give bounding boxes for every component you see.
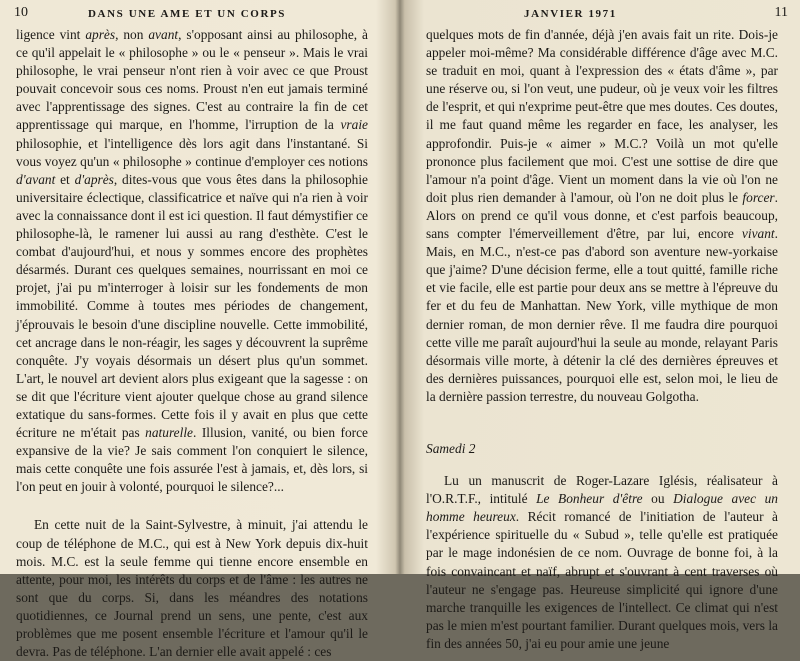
- italic-run: d'avant: [16, 171, 56, 187]
- right-page: [402, 0, 800, 651]
- paragraph: ligence vint après, non avant, s'opposant ainsi au philosophe, à ce qu'il appelait le « philosophe » ou le « penseur ». Mais le vrai philosophe, le vrai penseur n'ont rien à voir avec ce que Proust pouvait concevoir sous ces noms. Proust n'en eut jamais terminé avec l'apprentissage des signes. C'est au contraire la fin de cet apprentissage qui marque, en l'homme, l'irruption de la vraie philosophie, et l'intelligence dès lors agit dans l'instantané. Si vous voyez qu'un « philosophe » continue d'employer ces notions d'avant et d'après, dites-vous que vous êtes dans la philosophie universitaire éclectique, classificatrice et naïve qui n'a rien à voir avec la connaissance dont il est ici question. Il faut démystifier ce philosophe-là, le ramener lui aussi au rang d'esthète. C'est le combat d'aujourd'hui, et nous y sommes encore des prophètes désarmés. Durant ces quelques semaines, nourrissant en moi ce projet, j'ai pu m'interroger à loisir sur les fondements de mon immobilité. Comme à toutes mes périodes de changement, j'éprouvais le besoin d'une discipline nouvelle. Cette immobilité, cet ancrage dans le non-réagir, les sages y découvrent la suprême conquête. J'y voyais désormais un désert plus qu'un sommet. L'art, le nouvel art devient alors plus exigeant que la sagesse : on se dit que l'écriture vient ajouter quelque chose au grand silence extatique du sans-formes. Cette fois il y avait en plus que cette écriture ne m'était pas naturelle. Illusion, vanité, ou bien force expansive de la vie? Je sais comment l'on conquiert le silence, mais cette conquête une fois assurée l'est à jamais, et, dès lors, si l'on peut en jouir à volonté, pourquoi le silence?...: [16, 27, 369, 495]
- paragraph: Lu un manuscrit de Roger-Lazare Iglésis, réalisateur à l'O.R.T.F., intitulé Le Bonheur d'être ou Dialogue avec un homme heureux. Récit romancé de l'initiation de l'auteur à l'expérience spirituelle du « Subud », telle qu'elle est pratiquée par le mage indonésien de ce nom. Ouvrage de bonne foi, à la fois convaincant et naïf, abrupt et s'ouvrant à cent traverses où l'auteur ne s'engage pas. Heureuse simplicité qui ignore d'une marche tranquille les exigences de l'intellect. Ce climat qui n'est pas le mien m'est pourtant familier. Durant quelques mois, vers la fin des années 50, j'ai eu pour amie une jeune: [426, 473, 778, 651]
- running-head: DANS UNE AME ET UN CORPS: [88, 8, 287, 20]
- italic-run: forcer: [742, 189, 775, 205]
- italic-run: naturelle: [145, 425, 193, 441]
- text-column: [426, 26, 778, 653]
- italic-run: avant: [148, 27, 179, 42]
- paragraph: quelques mots de fin d'année, déjà j'en avais fait un rite. Dois-je appeler moi-même? Ma considérable différence d'âge avec M.C. se traduit en moi, quant à l'expression des « états d'âme », par une réserve ou, si l'on veut, une pudeur, où je veux voir les filtres de l'esprit, et qui n'exprime peut-être que mes doutes. Ces doutes, il me faut quand même les regarder en face, les analyser, les approfondir. Puis-je « aimer » M.C.? Voilà un mot qu'elle prononce plus facilement que moi. C'est une sottise de dire que l'amour n'a point d'âge. Vient un moment dans la vie où l'on ne doit plus rien demander à l'amour, où l'on ne doit plus le forcer. Alors on prend ce qu'il vous donne, et c'est parfois beaucoup, sans compter l'émerveillement d'être, par lui, encore vivant. Mais, en M.C., n'est-ce pas d'abord son aventure new-yorkaise que j'aime? D'une décision ferme, elle a tout quitté, famille riche et vie facile, elle est partie pour deux ans se mettre à l'épreuve du fer et du feu de Manhattan. New York, ville mythique de mon dernier roman, de mon dernier rêve. Il me faudra dire pourquoi cette ville me paraît aujourd'hui la seule au monde, relayant Paris désormais ville morte, à détenir la clé des dernières épreuves et des dernières puissances, pourquoi elle est, selon moi, le lieu de la dernière passion terrestre, du nouveau Golgotha.: [426, 27, 778, 404]
- running-head: JANVIER 1971: [524, 8, 617, 20]
- italic-run: d'après: [74, 171, 114, 187]
- paragraph: En cette nuit de la Saint-Sylvestre, à minuit, j'ai attendu le coup de téléphone de M.C., qui est à New York depuis dix-huit mois. M.C. est la seule femme qui tienne encore ensemble en attente, pour moi, les intérêts du corps et de l'âme : les autres ne sont que du corps. Si, dans les méandres des notations quotidiennes, ce Journal prend un sens, une pente, c'est aux problèmes que me posent ensemble l'écriture et l'amour qu'il le devra. Pas de téléphone. L'an dernier elle avait appelé : ces: [16, 517, 368, 660]
- italic-run: Dialogue avec un homme heureux: [426, 491, 778, 525]
- section-heading: Samedi 2: [426, 440, 476, 456]
- page-number: 11: [774, 5, 788, 20]
- page-number: 10: [14, 5, 28, 20]
- left-page: [0, 0, 398, 660]
- italic-run: vraie: [340, 117, 368, 133]
- italic-run: vivant: [741, 226, 775, 242]
- text-column: [16, 26, 368, 661]
- italic-run: après: [85, 27, 116, 42]
- italic-run: Le Bonheur d'être: [536, 491, 643, 507]
